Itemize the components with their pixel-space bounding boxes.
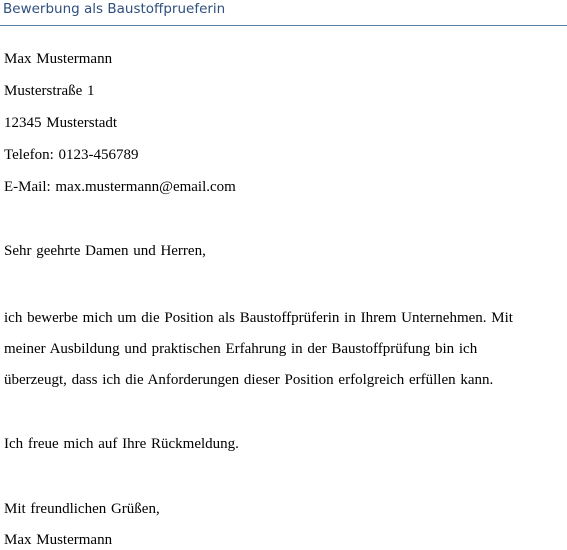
body-line-3: überzeugt, dass ich die Anforderungen dieser Position erfolgreich erfüllen kann. <box>4 372 494 388</box>
sender-name: Max Mustermann <box>4 51 113 67</box>
closing-sentence: Ich freue mich auf Ihre Rückmeldung. <box>4 436 239 452</box>
document-header <box>0 0 567 26</box>
sender-email: E-Mail: max.mustermann@email.com <box>4 179 236 195</box>
salutation: Sehr geehrte Damen und Herren, <box>4 243 206 259</box>
signature-name: Max Mustermann <box>4 532 113 548</box>
sender-phone: Telefon: 0123-456789 <box>4 147 139 163</box>
sender-street: Musterstraße 1 <box>4 83 95 99</box>
body-line-2: meiner Ausbildung und praktischen Erfahrung in der Baustoffprüfung bin ich <box>4 341 478 357</box>
body-line-1: ich bewerbe mich um die Position als Baustoffprüferin in Ihrem Unternehmen. Mit <box>4 310 513 326</box>
sender-city: 12345 Musterstadt <box>4 115 118 131</box>
closing-phrase: Mit freundlichen Grüßen, <box>4 501 160 517</box>
document-title: Bewerbung als Baustoffprueferin <box>3 1 226 17</box>
